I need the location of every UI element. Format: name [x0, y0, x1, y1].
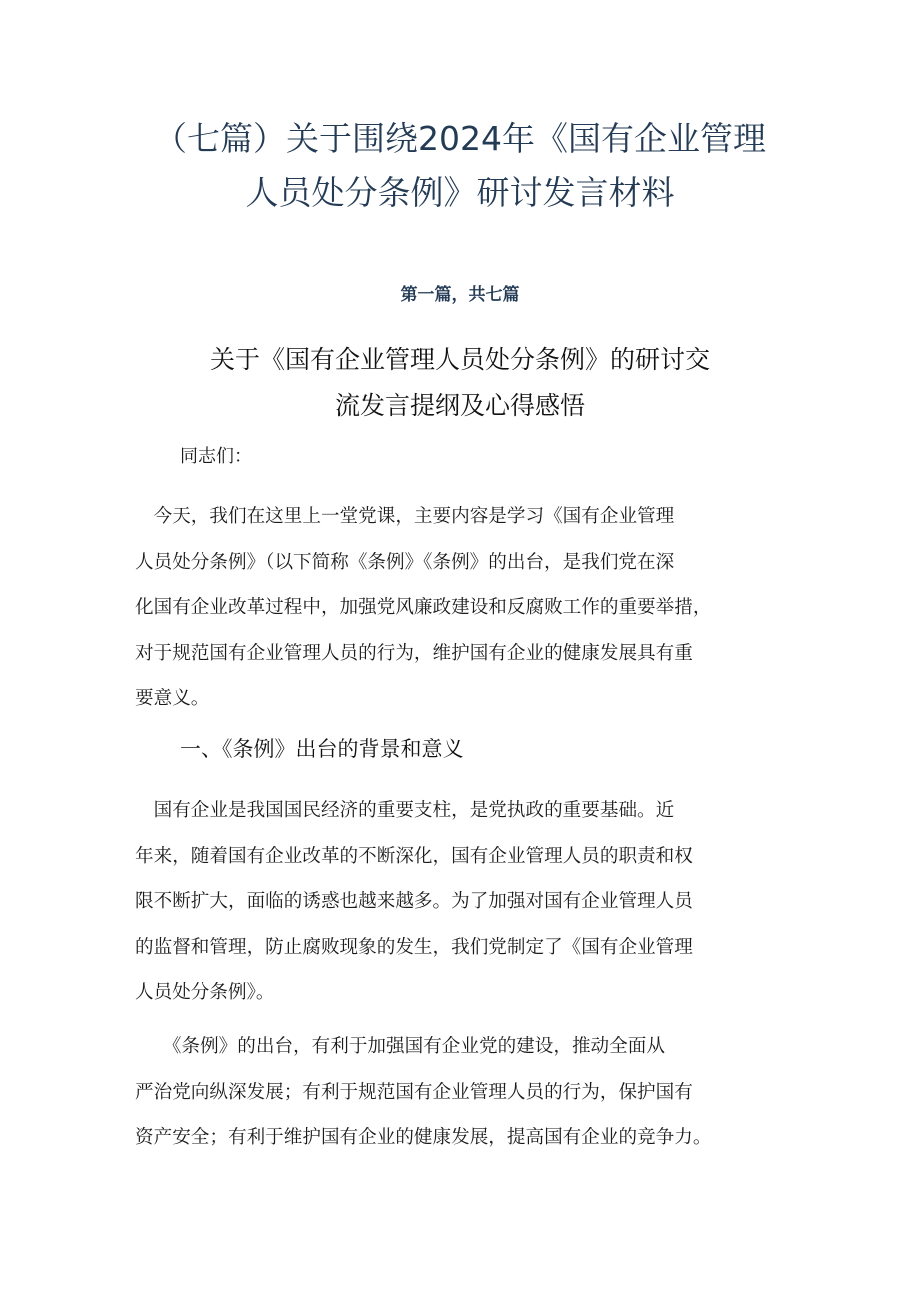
article-subtitle [130, 337, 790, 429]
article-subtitle-line-1: 关于《国有企业管理人员处分条例》的研讨交 [209, 345, 710, 374]
document-title [110, 112, 810, 220]
paragraph-introduction [135, 494, 795, 722]
paragraph-line: 严治党向纵深发展；有利于规范国有企业管理人员的行为，保护国有 [135, 1081, 693, 1103]
paragraph-line: 对于规范国有企业管理人员的行为，维护国有企业的健康发展具有重 [135, 642, 693, 664]
paragraph-line: 国有企业是我国国民经济的重要支柱，是党执政的重要基础。近 [135, 800, 675, 821]
paragraph-line: 年来，随着国有企业改革的不断深化，国有企业管理人员的职责和权 [135, 845, 693, 867]
paragraph-line: 人员处分条例》。 [135, 982, 275, 1003]
paragraph-line: 资产安全；有利于维护国有企业的健康发展，提高国有企业的竞争力。 [135, 1127, 712, 1148]
paragraph-line: 化国有企业改革过程中，加强党风廉政建设和反腐败工作的重要举措， [135, 597, 712, 618]
document-title-line-1: （七篇）关于围绕2024年《国有企业管理 [154, 119, 766, 158]
paragraph-line: 人员处分条例》（以下简称《条例》《条例》的出台，是我们党在深 [135, 551, 675, 573]
salutation: 同志们： [180, 446, 252, 467]
part-label: 第一篇，共七篇 [400, 285, 520, 305]
article-subtitle-line-2: 流发言提纲及心得感悟 [334, 391, 585, 420]
paragraph-line: 要意义。 [135, 688, 210, 709]
paragraph-line: 今天，我们在这里上一堂党课，主要内容是学习《国有企业管理 [135, 506, 675, 527]
paragraph-line: 《条例》的出台，有利于加强国有企业党的建设，推动全面从 [135, 1036, 665, 1057]
paragraph-line: 限不断扩大，面临的诱惑也越来越多。为了加强对国有企业管理人员 [135, 891, 693, 912]
section-heading-1: 一、《条例》出台的背景和意义 [180, 737, 464, 761]
paragraph-background [135, 788, 795, 1016]
paragraph-line: 的监督和管理，防止腐败现象的发生，我们党制定了《国有企业管理 [135, 936, 693, 958]
document-title-line-2: 人员处分条例》研讨发言材料 [245, 173, 675, 212]
paragraph-significance [135, 1024, 795, 1161]
